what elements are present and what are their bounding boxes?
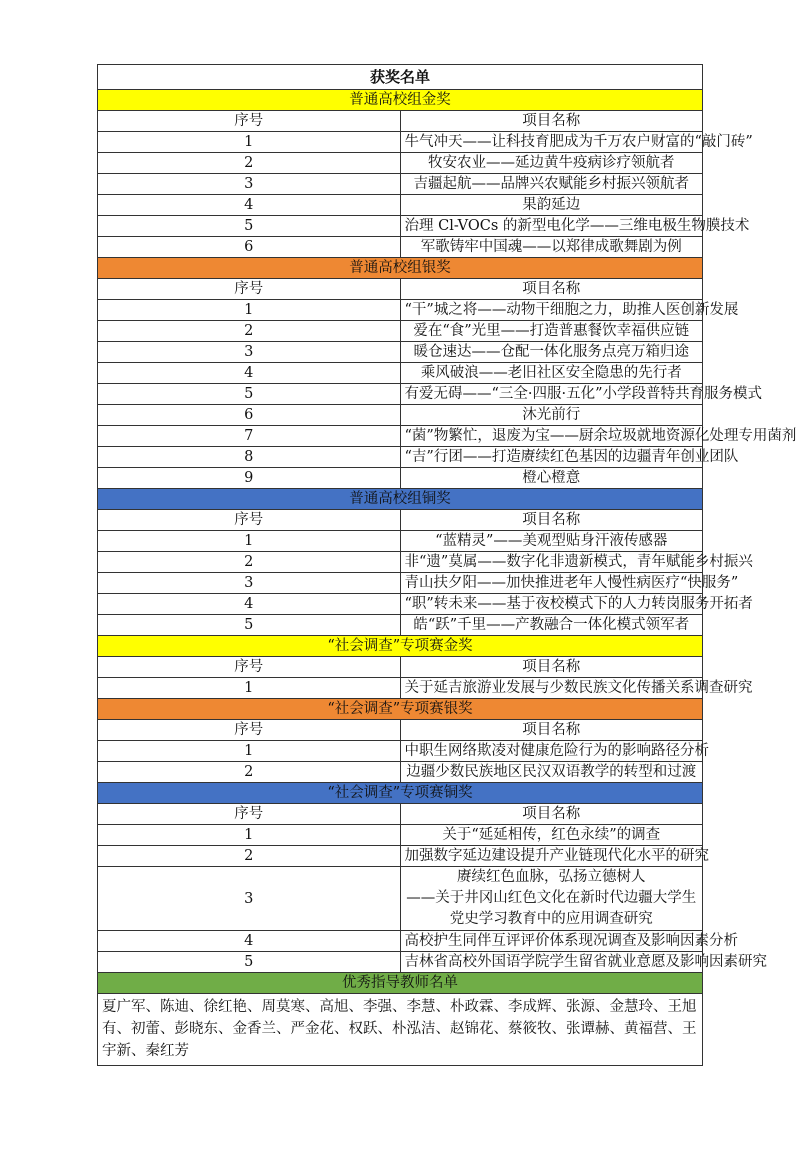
project-name: 边疆少数民族地区民汉双语教学的转型和过渡 [400, 762, 703, 783]
table-row [98, 867, 703, 931]
row-number: 3 [98, 867, 401, 931]
table-row [98, 468, 703, 489]
column-header-name: 项目名称 [400, 510, 703, 531]
column-header-name: 项目名称 [400, 279, 703, 300]
project-name: 青山扶夕阳——加快推进老年人慢性病医疗“快服务” [400, 573, 703, 594]
table-row [98, 952, 703, 973]
column-header-no: 序号 [98, 657, 401, 678]
row-number: 2 [98, 321, 401, 342]
project-name: 牛气冲天——让科技育肥成为千万农户财富的“敲门砖” [400, 132, 703, 153]
column-header-name: 项目名称 [400, 804, 703, 825]
row-number: 2 [98, 762, 401, 783]
row-number: 1 [98, 531, 401, 552]
table-row [98, 531, 703, 552]
section-title: 普通高校组金奖 [98, 90, 703, 111]
table-row [98, 846, 703, 867]
project-name: 关于延吉旅游业发展与少数民族文化传播关系调查研究 [400, 678, 703, 699]
title-row [98, 65, 703, 90]
project-name: 暖仓速达——仓配一体化服务点亮万箱归途 [400, 342, 703, 363]
section-header-row [98, 90, 703, 111]
row-number: 1 [98, 300, 401, 321]
section-title: 普通高校组银奖 [98, 258, 703, 279]
project-name: 非“遗”莫属——数字化非遗新模式，青年赋能乡村振兴 [400, 552, 703, 573]
project-name: “干”城之将——动物干细胞之力，助推人医创新发展 [400, 300, 703, 321]
column-header-row [98, 279, 703, 300]
project-name: 高校护生同伴互评评价体系现况调查及影响因素分析 [400, 931, 703, 952]
column-header-no: 序号 [98, 804, 401, 825]
table-row [98, 405, 703, 426]
column-header-no: 序号 [98, 111, 401, 132]
project-name: 赓续红色血脉，弘扬立德树人 ——关于井冈山红色文化在新时代边疆大学生党史学习教育中的应用调查研究 [400, 867, 703, 931]
row-number: 4 [98, 195, 401, 216]
row-number: 2 [98, 846, 401, 867]
row-number: 5 [98, 384, 401, 405]
column-header-name: 项目名称 [400, 720, 703, 741]
table-row [98, 363, 703, 384]
column-header-name: 项目名称 [400, 657, 703, 678]
award-table [97, 64, 797, 1066]
row-number: 6 [98, 405, 401, 426]
row-number: 1 [98, 678, 401, 699]
column-header-no: 序号 [98, 720, 401, 741]
table-row [98, 741, 703, 762]
teacher-header-row [98, 973, 703, 994]
row-number: 4 [98, 594, 401, 615]
table-row [98, 216, 703, 237]
table-row [98, 342, 703, 363]
table-row [98, 573, 703, 594]
project-name: 加强数字延边建设提升产业链现代化水平的研究 [400, 846, 703, 867]
column-header-row [98, 804, 703, 825]
project-name: 乘风破浪——老旧社区安全隐患的先行者 [400, 363, 703, 384]
row-number: 1 [98, 741, 401, 762]
table-row [98, 153, 703, 174]
project-name: “菌”物繁忙，退废为宝——厨余垃圾就地资源化处理专用菌剂 [400, 426, 703, 447]
table-row [98, 594, 703, 615]
table-row [98, 678, 703, 699]
project-name: 皓“跃”千里——产教融合一体化模式领军者 [400, 615, 703, 636]
row-number: 4 [98, 363, 401, 384]
section-title: “社会调查”专项赛银奖 [98, 699, 703, 720]
row-number: 8 [98, 447, 401, 468]
table-row [98, 195, 703, 216]
project-name: 关于“延延相传，红色永续”的调查 [400, 825, 703, 846]
row-number: 1 [98, 825, 401, 846]
project-name: 牧安农业——延边黄牛疫病诊疗领航者 [400, 153, 703, 174]
project-name: 军歌铸牢中国魂——以郑律成歌舞剧为例 [400, 237, 703, 258]
table-row [98, 552, 703, 573]
column-header-no: 序号 [98, 279, 401, 300]
table-row [98, 447, 703, 468]
column-header-row [98, 510, 703, 531]
project-name: 吉林省高校外国语学院学生留省就业意愿及影响因素研究 [400, 952, 703, 973]
table-row [98, 237, 703, 258]
row-number: 9 [98, 468, 401, 489]
section-title: 普通高校组铜奖 [98, 489, 703, 510]
row-number: 2 [98, 153, 401, 174]
section-header-row [98, 783, 703, 804]
row-number: 1 [98, 132, 401, 153]
row-number: 3 [98, 174, 401, 195]
column-header-row [98, 657, 703, 678]
table-row [98, 321, 703, 342]
column-header-name: 项目名称 [400, 111, 703, 132]
section-header-row [98, 699, 703, 720]
section-header-row [98, 258, 703, 279]
column-header-row [98, 720, 703, 741]
project-name: “职”转未来——基于夜校模式下的人力转岗服务开拓者 [400, 594, 703, 615]
row-number: 5 [98, 216, 401, 237]
row-number: 2 [98, 552, 401, 573]
table-row [98, 762, 703, 783]
column-header-row [98, 111, 703, 132]
section-title: “社会调查”专项赛金奖 [98, 636, 703, 657]
teacher-names: 夏广军、陈迪、徐红艳、周莫寒、高旭、李强、李慧、朴政霖、李成辉、张源、金慧玲、王旭有、初蕾、彭晓东、金香兰、严金花、权跃、朴泓洁、赵锦花、蔡筱牧、张谭赫、黄福营、王宇新、秦红芳 [98, 994, 703, 1066]
row-number: 6 [98, 237, 401, 258]
project-name: 爱在“食”光里——打造普惠餐饮幸福供应链 [400, 321, 703, 342]
project-name: “蓝精灵”——美观型贴身汗液传感器 [400, 531, 703, 552]
row-number: 4 [98, 931, 401, 952]
teacher-names-row [98, 994, 703, 1066]
table-row [98, 931, 703, 952]
table-row [98, 174, 703, 195]
project-name: 治理 Cl-VOCs 的新型电化学——三维电极生物膜技术 [400, 216, 703, 237]
table-row [98, 300, 703, 321]
project-name: 果韵延边 [400, 195, 703, 216]
project-name: “吉”行团——打造赓续红色基因的边疆青年创业团队 [400, 447, 703, 468]
section-header-row [98, 489, 703, 510]
project-name: 橙心橙意 [400, 468, 703, 489]
document-title: 获奖名单 [98, 65, 703, 90]
project-name: 吉疆起航——品牌兴农赋能乡村振兴领航者 [400, 174, 703, 195]
row-number: 7 [98, 426, 401, 447]
section-header-row [98, 636, 703, 657]
teacher-list-title: 优秀指导教师名单 [98, 973, 703, 994]
row-number: 5 [98, 952, 401, 973]
section-title: “社会调查”专项赛铜奖 [98, 783, 703, 804]
column-header-no: 序号 [98, 510, 401, 531]
table-row [98, 384, 703, 405]
table-row [98, 132, 703, 153]
project-name: 中职生网络欺凌对健康危险行为的影响路径分析 [400, 741, 703, 762]
award-list-document [97, 64, 797, 1066]
row-number: 3 [98, 342, 401, 363]
row-number: 3 [98, 573, 401, 594]
project-name: 沐光前行 [400, 405, 703, 426]
table-row [98, 426, 703, 447]
table-row [98, 615, 703, 636]
row-number: 5 [98, 615, 401, 636]
table-row [98, 825, 703, 846]
project-name: 有爱无碍——“三全·四服·五化”小学段普特共育服务模式 [400, 384, 703, 405]
